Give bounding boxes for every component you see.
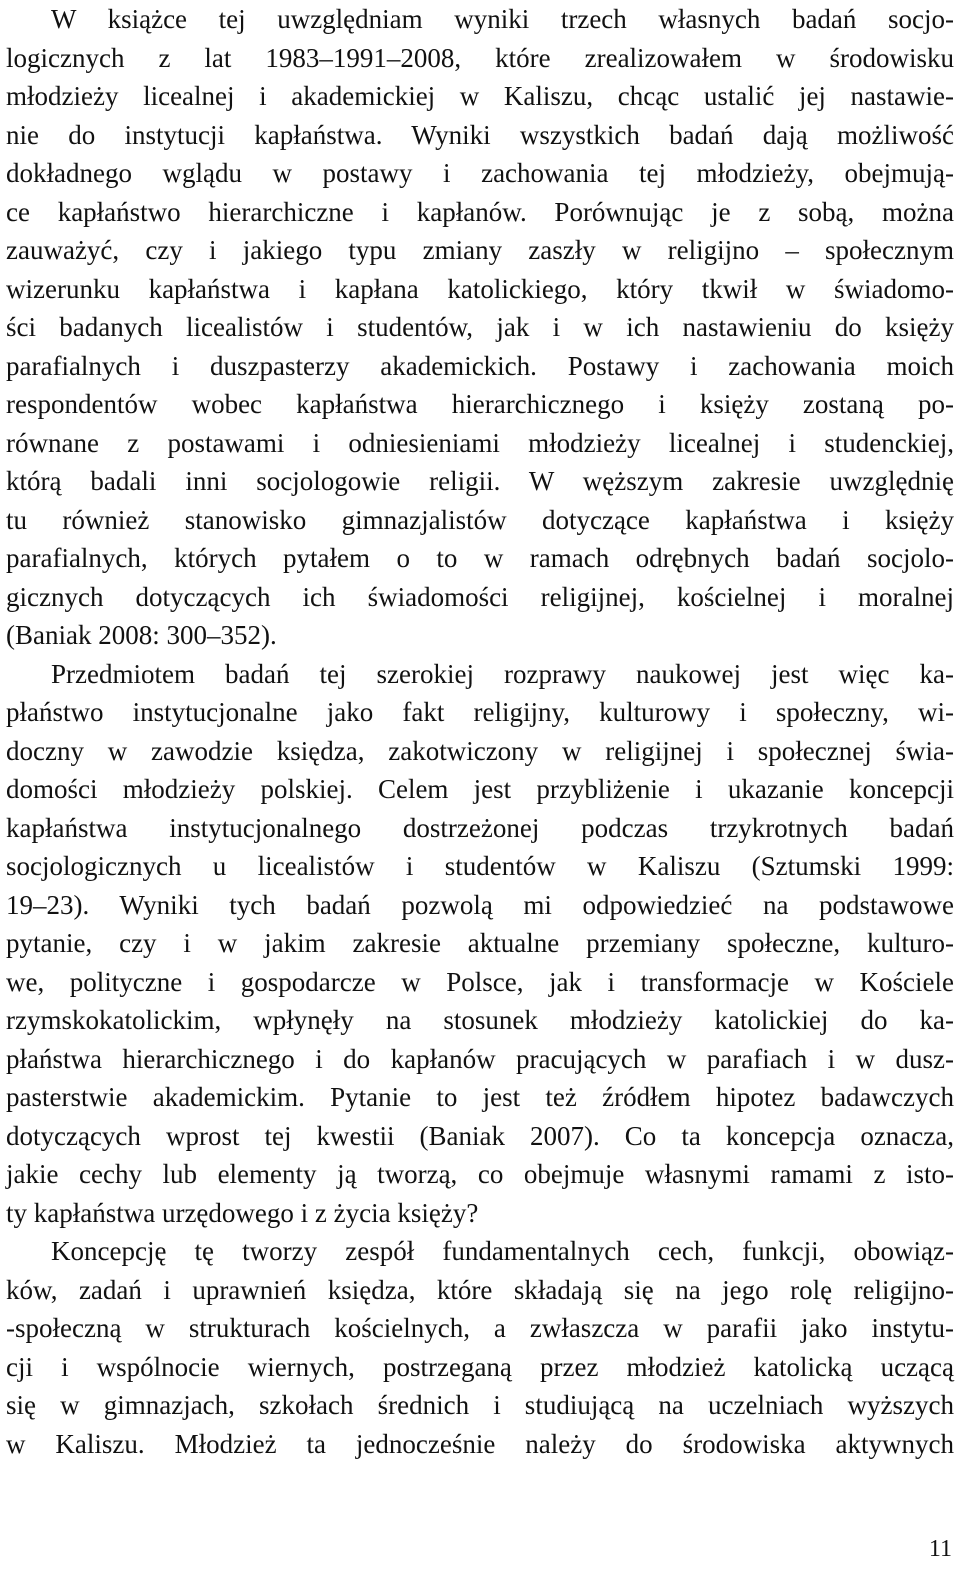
page-number: 11: [928, 1536, 952, 1562]
text-line: pytanie, czy i w jakim zakresie aktualne przemiany społeczne, kulturo-: [6, 928, 954, 958]
text-line: Przedmiotem badań tej szerokiej rozprawy naukowej jest więc ka-: [51, 658, 954, 689]
text-line: którą badali inni socjologowie religii. W węższym zakresie uwzględnię: [6, 466, 954, 496]
text-line: nie do instytucji kapłaństwa. Wyniki wszystkich badań dają możliwość: [6, 119, 954, 150]
text-line: jakie cechy lub elementy ją tworzą, co obejmuje własnymi ramami z isto-: [6, 1159, 954, 1189]
text-line: płaństwa hierarchicznego i do kapłanów pracujących w parafiach i w dusz-: [6, 1043, 954, 1074]
text-line: równane z postawami i odniesieniami młodzieży licealnej i studenckiej,: [6, 427, 954, 458]
text-line: się w gimnazjach, szkołach średnich i studiującą na uczelniach wyższych: [6, 1390, 954, 1420]
text-line: domości młodzieży polskiej. Celem jest przybliżenie i ukazanie koncepcji: [6, 774, 954, 804]
text-line: cji i wspólnocie wiernych, postrzeganą przez młodzież katolicką uczącą: [6, 1351, 954, 1382]
text-line: logicznych z lat 1983–1991–2008, które zrealizowałem w środowisku: [6, 42, 954, 73]
text-line: w Kaliszu. Młodzież ta jednocześnie należy do środowiska aktywnych: [6, 1428, 954, 1459]
paragraph: [6, 1232, 954, 1463]
text-line: dokładnego wglądu w postawy i zachowania tej młodzieży, obejmują-: [6, 158, 954, 188]
text-line: W książce tej uwzględniam wyniki trzech własnych badań socjo-: [51, 4, 954, 34]
text-line: zauważyć, czy i jakiego typu zmiany zaszły w religijno – społecznym: [6, 235, 954, 265]
text-line: wizerunku kapłaństwa i kapłana katolickiego, który tkwił w świadomo-: [6, 273, 954, 304]
paragraph: [6, 0, 954, 655]
text-line: -społeczną w strukturach kościelnych, a zwłaszcza w parafii jako instytu-: [6, 1313, 954, 1343]
text-column: [6, 0, 954, 1463]
text-line: respondentów wobec kapłaństwa hierarchicznego i księży zostaną po-: [6, 389, 954, 419]
text-line: ce kapłaństwo hierarchiczne i kapłanów. Porównując je z sobą, można: [6, 196, 954, 227]
text-line: 19–23). Wyniki tych badań pozwolą mi odpowiedzieć na podstawowe: [6, 889, 954, 920]
text-line: gicznych dotyczących ich świadomości religijnej, kościelnej i moralnej: [6, 581, 954, 612]
text-line: pasterstwie akademickim. Pytanie to jest też źródłem hipotez badawczych: [6, 1082, 954, 1112]
text-line: parafialnych, których pytałem o to w ramach odrębnych badań socjolo-: [6, 543, 954, 573]
page-body: [6, 0, 954, 1463]
text-line: rzymskokatolickim, wpłynęły na stosunek młodzieży katolickiej do ka-: [6, 1005, 954, 1035]
text-line: tu również stanowisko gimnazjalistów dotyczące kapłaństwa i księży: [6, 504, 954, 535]
paragraph: [6, 655, 954, 1233]
text-line: (Baniak 2008: 300–352).: [6, 620, 277, 650]
text-line: parafialnych i duszpasterzy akademickich. Postawy i zachowania moich: [6, 350, 954, 381]
text-line: dotyczących wprost tej kwestii (Baniak 2007). Co ta koncepcja oznacza,: [6, 1120, 954, 1151]
text-line: we, polityczne i gospodarcze w Polsce, jak i transformacje w Kościele: [6, 966, 954, 997]
text-line: doczny w zawodzie księdza, zakotwiczony w religijnej i społecznej świa-: [6, 735, 954, 766]
text-line: socjologicznych u licealistów i studentów w Kaliszu (Sztumski 1999:: [6, 851, 954, 881]
text-line: Koncepcję tę tworzy zespół fundamentalnych cech, funkcji, obowiąz-: [51, 1236, 954, 1266]
text-line: ty kapłaństwa urzędowego i z życia księży?: [6, 1197, 479, 1228]
text-line: ści badanych licealistów i studentów, jak i w ich nastawieniu do księży: [6, 312, 954, 342]
text-line: płaństwo instytucjonalne jako fakt religijny, kulturowy i społeczny, wi-: [6, 697, 954, 727]
text-line: kapłaństwa instytucjonalnego dostrzeżonej podczas trzykrotnych badań: [6, 812, 954, 843]
text-line: ków, zadań i uprawnień księdza, które składają się na jego rolę religijno-: [6, 1274, 954, 1305]
text-line: młodzieży licealnej i akademickiej w Kaliszu, chcąc ustalić jej nastawie-: [6, 81, 954, 111]
